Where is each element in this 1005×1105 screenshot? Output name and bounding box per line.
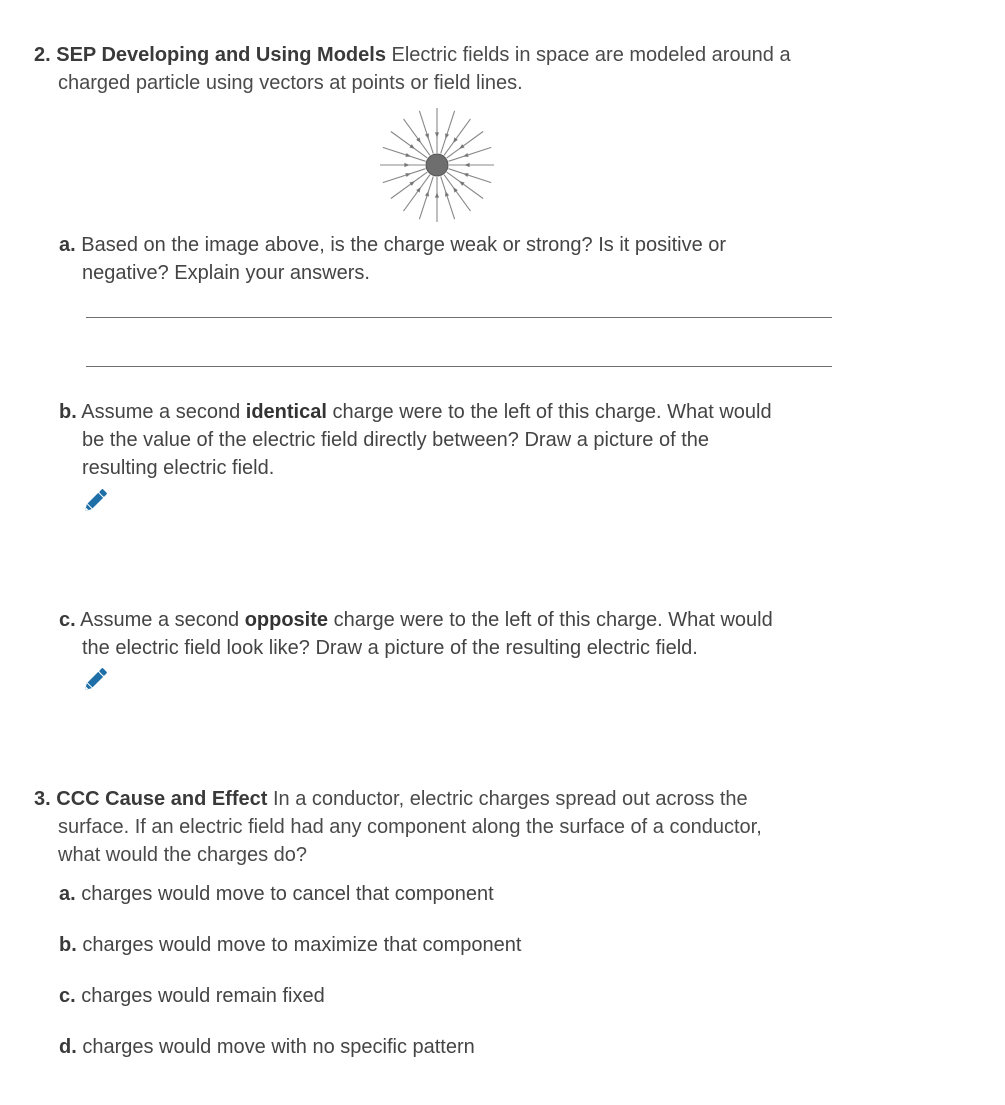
field-arrow [463, 173, 469, 177]
choice-letter: c. [59, 985, 76, 1007]
field-arrow [445, 191, 449, 197]
question-number: 3. [34, 788, 51, 810]
field-lines-diagram [377, 108, 497, 224]
emphasis-identical: identical [245, 401, 327, 423]
part-text: Assume a second [81, 401, 241, 423]
part-text-continued: negative? Explain your answers. [82, 262, 370, 284]
answer-line-2[interactable] [86, 366, 832, 367]
answer-choice-a[interactable] [59, 880, 759, 908]
field-arrow [464, 163, 469, 167]
question-practice-label: SEP Developing and Using Models [56, 44, 386, 66]
choice-letter: d. [59, 1036, 77, 1058]
field-arrow [435, 192, 439, 197]
field-arrow [425, 133, 429, 139]
question-number: 2. [34, 44, 51, 66]
question-2b [59, 398, 819, 482]
question-3-header [34, 785, 834, 869]
question-2c [59, 606, 819, 662]
answer-choice-d[interactable] [59, 1033, 759, 1061]
field-arrow [405, 153, 411, 157]
choice-text: charges would remain fixed [81, 985, 325, 1007]
field-arrow [463, 153, 469, 157]
part-text-continued: be the value of the electric field directly between? Draw a picture of the [82, 429, 710, 451]
choice-text: charges would move to maximize that component [82, 934, 522, 956]
field-line [441, 111, 455, 154]
field-arrow [425, 191, 429, 197]
field-arrow [435, 132, 439, 137]
question-text: In a conductor, electric charges spread out across the [272, 788, 748, 810]
part-text: Assume a second [80, 609, 240, 631]
answer-line-1[interactable] [86, 317, 832, 318]
question-text-continued: what would the charges do? [58, 844, 308, 866]
part-letter: b. [59, 401, 77, 423]
part-letter: a. [59, 234, 76, 256]
choice-letter: b. [59, 934, 77, 956]
choice-text: charges would move with no specific pattern [82, 1036, 475, 1058]
choice-letter: a. [59, 883, 76, 905]
point-charge-icon [426, 154, 448, 176]
part-text-continued: the electric field look like? Draw a picture of the resulting electric field. [82, 637, 698, 659]
part-text: charge were to the left of this charge. What would [332, 401, 772, 423]
field-line [383, 147, 426, 161]
field-line [448, 147, 491, 161]
question-2-header [34, 41, 834, 97]
part-letter: c. [59, 609, 76, 631]
field-line [419, 176, 433, 219]
question-practice-label: CCC Cause and Effect [56, 788, 268, 810]
pencil-icon[interactable] [80, 486, 110, 516]
pencil-icon[interactable] [80, 665, 110, 695]
field-line [383, 169, 426, 183]
field-arrow [404, 163, 409, 167]
emphasis-opposite: opposite [244, 609, 329, 631]
field-line [448, 169, 491, 183]
field-arrow [445, 133, 449, 139]
answer-choice-c[interactable] [59, 982, 759, 1010]
part-text: charge were to the left of this charge. What would [333, 609, 773, 631]
question-2a [59, 231, 819, 287]
question-text-continued: surface. If an electric field had any component along the surface of a conductor, [58, 816, 762, 838]
question-text: Electric fields in space are modeled around a [391, 44, 791, 66]
field-arrow [405, 173, 411, 177]
part-text: Based on the image above, is the charge weak or strong? Is it positive or [81, 234, 727, 256]
answer-choice-b[interactable] [59, 931, 759, 959]
field-line [441, 176, 455, 219]
part-text-continued: resulting electric field. [82, 457, 275, 479]
question-text-continued: charged particle using vectors at points or field lines. [58, 72, 523, 94]
choice-text: charges would move to cancel that component [81, 883, 494, 905]
field-line [419, 111, 433, 154]
